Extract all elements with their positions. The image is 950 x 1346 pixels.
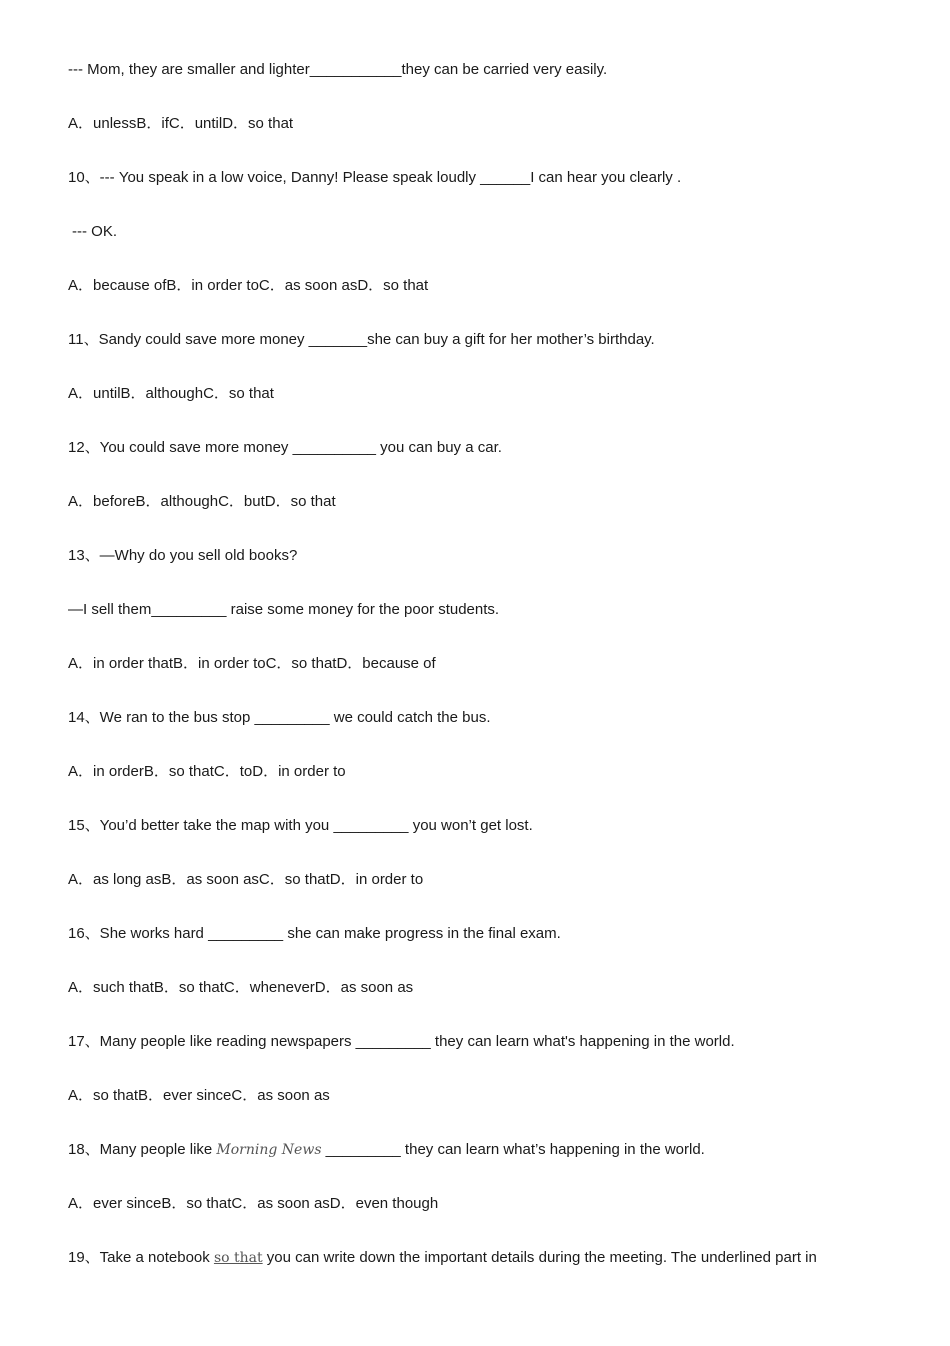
question-11-stem: 11、Sandy could save more money _______she can buy a gift for her mother’s birthday. <box>68 331 655 348</box>
question-12-options: A．beforeB．althoughC．butD．so that <box>68 493 336 510</box>
question-13-options: A．in order thatB．in order toC．so thatD．because of <box>68 655 436 672</box>
question-18-suffix: _________ they can learn what’s happening in the world. <box>321 1141 705 1158</box>
question-13-stem: 13、—Why do you sell old books? <box>68 547 298 564</box>
question-15-options: A．as long asB．as soon asC．so thatD．in order to <box>68 871 424 888</box>
question-13-reply: —I sell them_________ raise some money for the poor students. <box>68 601 500 618</box>
question-18-stem <box>68 1140 870 1160</box>
question-18-options: A．ever sinceB．so thatC．as soon asD．even though <box>68 1195 439 1212</box>
question-17-options: A．so thatB．ever sinceC．as soon as <box>68 1087 330 1104</box>
question-14-stem: 14、We ran to the bus stop _________ we could catch the bus. <box>68 709 491 726</box>
question-16-options: A．such thatB．so thatC．wheneverD．as soon as <box>68 979 414 996</box>
question-19-underlined-part: so that <box>213 1250 263 1266</box>
question-19-suffix: you can write down the important details during the meeting. The underlined part in <box>262 1249 817 1266</box>
question-17-stem: 17、Many people like reading newspapers _________ they can learn what's happening in the world. <box>68 1033 735 1050</box>
question-9-stem-line: --- Mom, they are smaller and lighter___________they can be carried very easily. <box>68 61 608 78</box>
question-10-options: A．because ofB．in order toC．as soon asD．so that <box>68 277 429 294</box>
question-14-options: A．in orderB．so thatC．toD．in order to <box>68 763 346 780</box>
question-18-italic-title: Morning News <box>216 1142 322 1158</box>
question-15-stem: 15、You’d better take the map with you _________ you won’t get lost. <box>68 817 533 834</box>
question-11-options: A．untilB．althoughC．so that <box>68 385 274 402</box>
question-10-stem: 10、--- You speak in a low voice, Danny! Please speak loudly ______I can hear you clearly . <box>68 169 682 186</box>
question-19-stem <box>68 1248 870 1268</box>
question-9-options: A．unlessB．ifC．untilD．so that <box>68 115 294 132</box>
question-18-prefix: 18、Many people like <box>68 1141 217 1158</box>
question-19-prefix: 19、Take a notebook <box>68 1249 214 1266</box>
question-16-stem: 16、She works hard _________ she can make progress in the final exam. <box>68 925 561 942</box>
question-10-reply: --- OK. <box>72 223 117 240</box>
question-12-stem: 12、You could save more money __________ you can buy a car. <box>68 439 502 456</box>
